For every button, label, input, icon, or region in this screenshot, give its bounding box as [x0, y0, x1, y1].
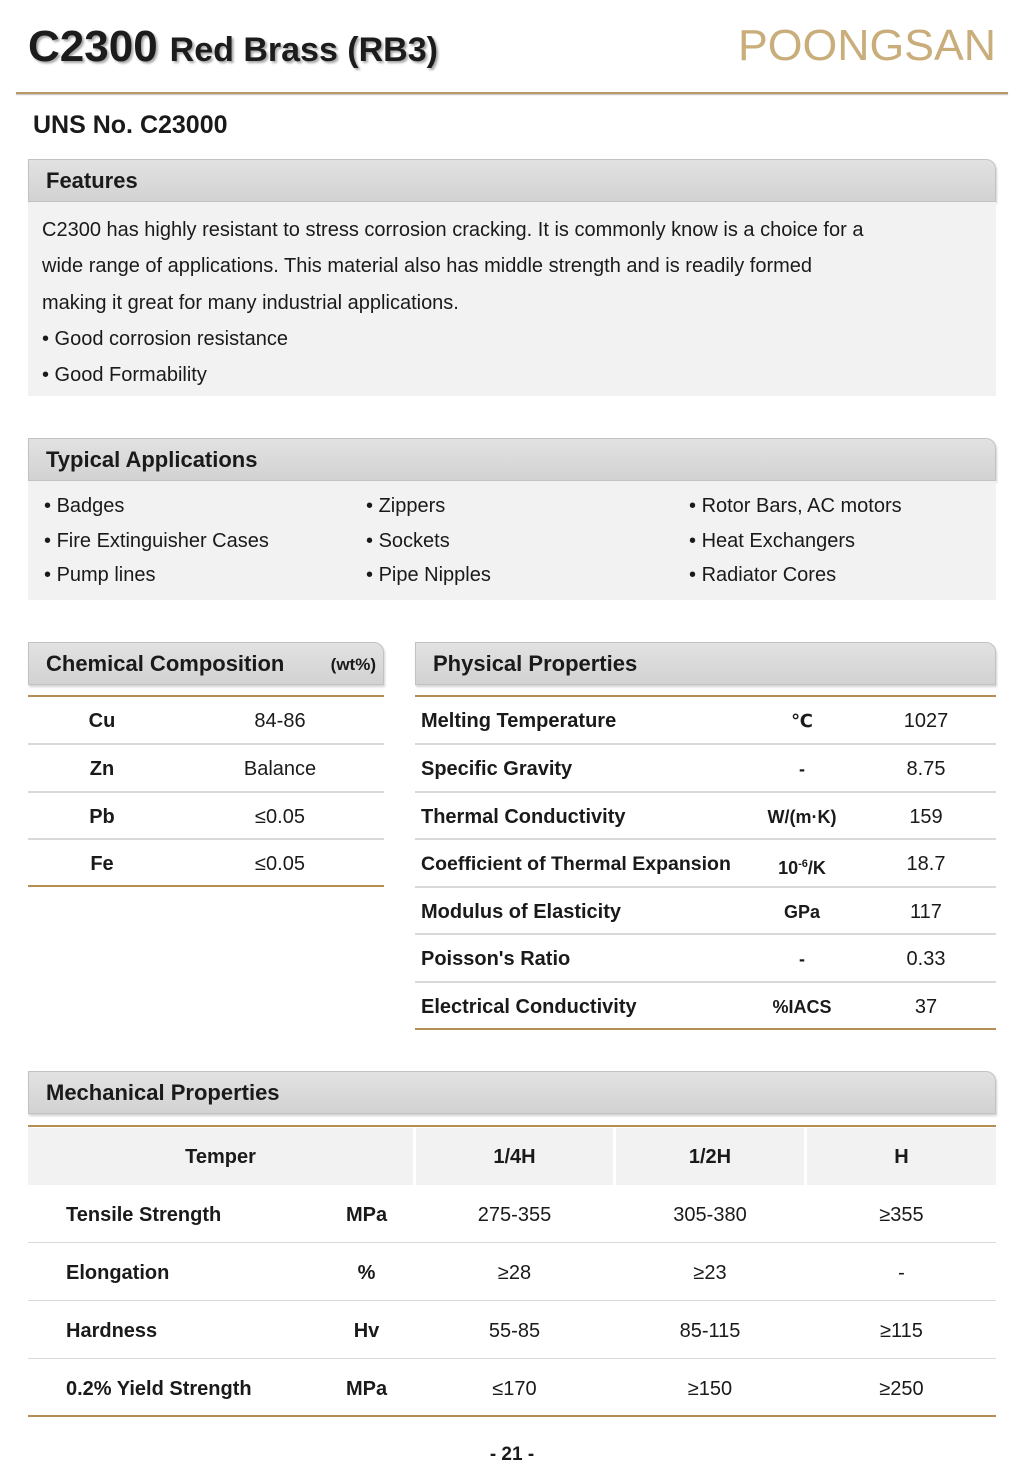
chem-value: ≤0.05 [255, 853, 305, 875]
mech-value: ≥28 [497, 1262, 532, 1284]
phys-unit: W/(m·K) [767, 807, 837, 827]
page-title [28, 22, 438, 72]
applications-column [44, 489, 269, 593]
row-divider [415, 791, 996, 793]
phys-value: 159 [909, 806, 943, 828]
chem-element: Cu [88, 710, 116, 732]
table-rule [28, 885, 384, 887]
application-item: • Zippers [366, 495, 446, 517]
logo-text: POONGSAN [738, 21, 996, 68]
features-text-line: making it great for many industrial applications. [42, 291, 459, 314]
mech-unit: Hv [353, 1320, 380, 1342]
row-divider [415, 838, 996, 840]
physical-header: Physical Properties [415, 642, 996, 685]
mech-property: Hardness [66, 1320, 158, 1342]
chem-value: ≤0.05 [255, 806, 305, 828]
row-divider [28, 1300, 996, 1301]
features-text-line: wide range of applications. This material also has middle strength and is readily formed [42, 255, 813, 278]
features-header: Features [28, 159, 996, 202]
row-divider [28, 838, 384, 840]
row-divider [415, 743, 996, 745]
chemical-unit: (wt%) [330, 655, 376, 674]
poongsan-logo [738, 20, 998, 68]
phys-value: 117 [910, 901, 942, 923]
row-divider [415, 933, 996, 935]
mech-value: ≥150 [687, 1378, 733, 1400]
chemical-title: Chemical Composition [46, 651, 285, 676]
application-item: • Badges [44, 495, 125, 517]
application-item: • Pipe Nipples [366, 564, 491, 586]
page-number: - 21 - [489, 1444, 535, 1465]
chem-value: 84-86 [254, 710, 306, 732]
mechanical-header: Mechanical Properties [28, 1071, 996, 1114]
mech-col-half-hard: 1/2H [688, 1146, 732, 1168]
mech-unit: MPa [345, 1378, 388, 1400]
application-item: • Rotor Bars, AC motors [689, 495, 902, 517]
features-text-line: C2300 has highly resistant to stress corrosion cracking. It is commonly know is a choice for a [42, 219, 864, 241]
applications-column [366, 489, 491, 593]
uns-number: UNS No. C23000 [33, 111, 228, 139]
application-item: • Radiator Cores [689, 564, 837, 586]
phys-name: Thermal Conductivity [421, 806, 626, 828]
mech-value: 85-115 [679, 1320, 741, 1342]
title-divider [16, 92, 1008, 94]
chem-element: Zn [89, 758, 115, 780]
title-name: Red Brass (RB3) [169, 31, 438, 69]
phys-value: 37 [914, 996, 938, 1018]
phys-value: 1027 [903, 710, 949, 732]
mech-value: 305-380 [673, 1204, 747, 1226]
applications-column [689, 489, 902, 593]
phys-unit: %IACS [772, 997, 832, 1017]
chem-element: Pb [89, 806, 115, 828]
row-divider [28, 1358, 996, 1359]
title-code: C2300 [28, 22, 158, 71]
applications-panel [28, 481, 996, 600]
phys-name: Modulus of Elasticity [421, 901, 622, 923]
phys-unit: - [799, 949, 805, 969]
mech-value: ≥250 [879, 1378, 924, 1400]
applications-header: Typical Applications [28, 438, 996, 481]
row-divider [28, 743, 384, 745]
table-rule [28, 695, 384, 697]
row-divider [28, 791, 384, 793]
application-item: • Heat Exchangers [689, 529, 855, 552]
mech-unit: MPa [345, 1204, 388, 1226]
phys-name: Electrical Conductivity [421, 996, 637, 1018]
mech-value: ≥23 [693, 1262, 727, 1284]
row-divider [415, 886, 996, 888]
application-item: • Fire Extinguisher Cases [44, 529, 269, 552]
mech-value: 275-355 [477, 1204, 552, 1226]
table-rule [415, 695, 996, 697]
mech-value: ≥115 [880, 1320, 923, 1342]
row-divider [415, 981, 996, 983]
mech-unit: % [357, 1262, 376, 1284]
features-bullet: • Good Formability [42, 364, 207, 387]
mech-value: ≥355 [879, 1204, 924, 1226]
phys-unit: $10^{-6}/K$ [778, 858, 826, 878]
application-item: • Pump lines [44, 564, 156, 586]
features-panel [28, 202, 996, 396]
mech-col-quarter-hard: 1/4H [493, 1146, 536, 1168]
row-divider [28, 1242, 996, 1243]
phys-value: 8.75 [906, 758, 946, 780]
phys-unit: - [799, 759, 805, 779]
mech-value: ≤170 [492, 1378, 537, 1400]
table-rule [28, 1415, 996, 1417]
phys-value: 18.7 [906, 853, 946, 875]
mech-value: 55-85 [488, 1320, 541, 1342]
chem-value: Balance [243, 758, 317, 780]
phys-name: Melting Temperature [421, 710, 617, 732]
phys-unit: ℃ [791, 711, 813, 731]
phys-unit: GPa [783, 902, 821, 922]
mech-col-hard: H [894, 1146, 909, 1168]
mech-col-temper: Temper [185, 1146, 256, 1168]
chem-element: Fe [90, 853, 114, 875]
table-rule [28, 1125, 996, 1127]
table-rule [415, 1028, 996, 1030]
phys-name: Specific Gravity [421, 758, 573, 780]
mech-property: 0.2% Yield Strength [66, 1378, 252, 1400]
mech-property: Tensile Strength [66, 1204, 222, 1226]
phys-value: 0.33 [906, 948, 946, 970]
application-item: • Sockets [366, 529, 450, 552]
phys-name: Coefficient of Thermal Expansion [421, 853, 731, 875]
mech-value: - [898, 1262, 905, 1284]
features-bullet: • Good corrosion resistance [42, 327, 289, 350]
chemical-header [28, 642, 384, 685]
mech-property: Elongation [66, 1262, 170, 1284]
phys-name: Poisson's Ratio [421, 948, 571, 970]
